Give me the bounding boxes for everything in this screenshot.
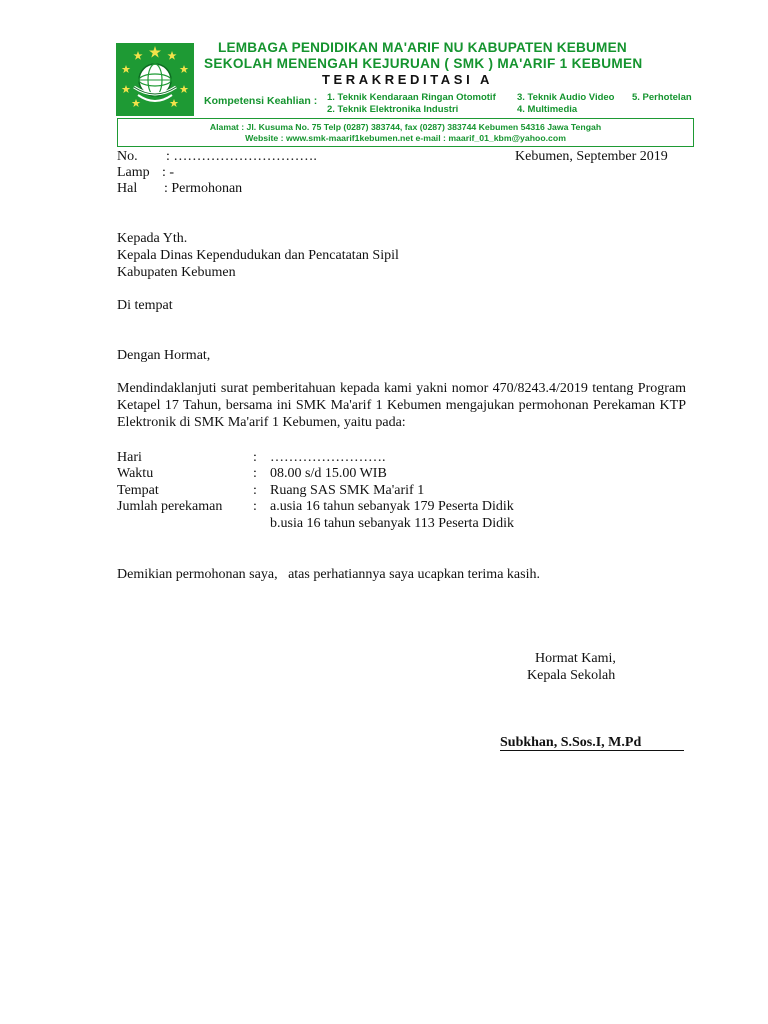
- school-website-email: Website : www.smk-maarif1kebumen.net e-mail : maarif_01_kbm@yahoo.com: [245, 133, 566, 143]
- recipient-place: Di tempat: [117, 298, 173, 313]
- kompetensi-item: 5. Perhotelan: [632, 92, 692, 103]
- kompetensi-item: 1. Teknik Kendaraan Ringan Otomotif: [327, 92, 496, 103]
- no-label: No.: [117, 149, 138, 164]
- closing-sentence: Demikian permohonan saya, atas perhatiannya saya ucapkan terima kasih.: [117, 567, 540, 582]
- tempat-label: Tempat: [117, 483, 159, 498]
- colon: :: [253, 450, 257, 465]
- recipient-line: Kepala Dinas Kependudukan dan Pencatatan Sipil: [117, 248, 399, 263]
- jumlah-value-b: b.usia 16 tahun sebanyak 113 Peserta Didik: [270, 516, 515, 531]
- lamp-label: Lamp: [117, 165, 150, 180]
- recipient-line: Kabupaten Kebumen: [117, 265, 236, 280]
- body-text: Mendindaklanjuti surat pemberitahuan kepada kami yakni nomor 470/8243.4/2019 tentang Program Ketapel 17 Tahun, bersama ini SMK Ma'arif 1 Kebumen mengajukan permohonan Perekaman KTP Elektronik di SMK Ma'arif 1 Kebumen, yaitu pada:: [117, 381, 686, 430]
- kompetensi-label: Kompetensi Keahlian :: [204, 95, 318, 107]
- hal-label: Hal: [117, 181, 138, 196]
- colon: :: [253, 466, 257, 481]
- school-address: Alamat : Jl. Kusuma No. 75 Telp (0287) 383744, fax (0287) 383744 Kebumen 54316 Jawa Tengah: [209, 122, 602, 132]
- nu-emblem-icon: [116, 43, 194, 116]
- colon: :: [253, 483, 257, 498]
- tempat-value: Ruang SAS SMK Ma'arif 1: [270, 483, 425, 498]
- nu-logo: [116, 43, 194, 116]
- recipient-line: Kepada Yth.: [117, 231, 188, 246]
- letter-date: Kebumen, September 2019: [515, 149, 668, 164]
- letterhead-institution: LEMBAGA PENDIDIKAN MA'ARIF NU KABUPATEN KEBUMEN: [218, 40, 627, 55]
- hari-value: …………………….: [270, 450, 386, 465]
- signature-name-line: [500, 734, 684, 751]
- address-box: [117, 118, 694, 147]
- greeting: Dengan Hormat,: [117, 348, 211, 363]
- lamp-value: : -: [162, 165, 175, 180]
- kompetensi-item: 2. Teknik Elektronika Industri: [327, 104, 459, 115]
- hal-value: : Permohonan: [164, 181, 243, 196]
- kompetensi-item: 3. Teknik Audio Video: [517, 92, 615, 103]
- no-value: : ………………………….: [166, 149, 317, 164]
- body-paragraph: [117, 380, 686, 431]
- letterhead-accreditation: TERAKREDITASI A: [322, 72, 493, 87]
- signature-name: Subkhan, S.Sos.I, M.Pd: [500, 735, 642, 750]
- letterhead-school-name: SEKOLAH MENENGAH KEJURUAN ( SMK ) MA'ARIF 1 KEBUMEN: [204, 56, 643, 71]
- waktu-value: 08.00 s/d 15.00 WIB: [270, 466, 387, 481]
- waktu-label: Waktu: [117, 466, 154, 481]
- hari-label: Hari: [117, 450, 142, 465]
- kompetensi-item: 4. Multimedia: [517, 104, 578, 115]
- signature-title: Kepala Sekolah: [527, 668, 616, 683]
- jumlah-value-a: a.usia 16 tahun sebanyak 179 Peserta Didik: [270, 499, 514, 514]
- signature-salutation: Hormat Kami,: [535, 651, 616, 666]
- colon: :: [253, 499, 257, 514]
- jumlah-label: Jumlah perekaman: [117, 499, 223, 514]
